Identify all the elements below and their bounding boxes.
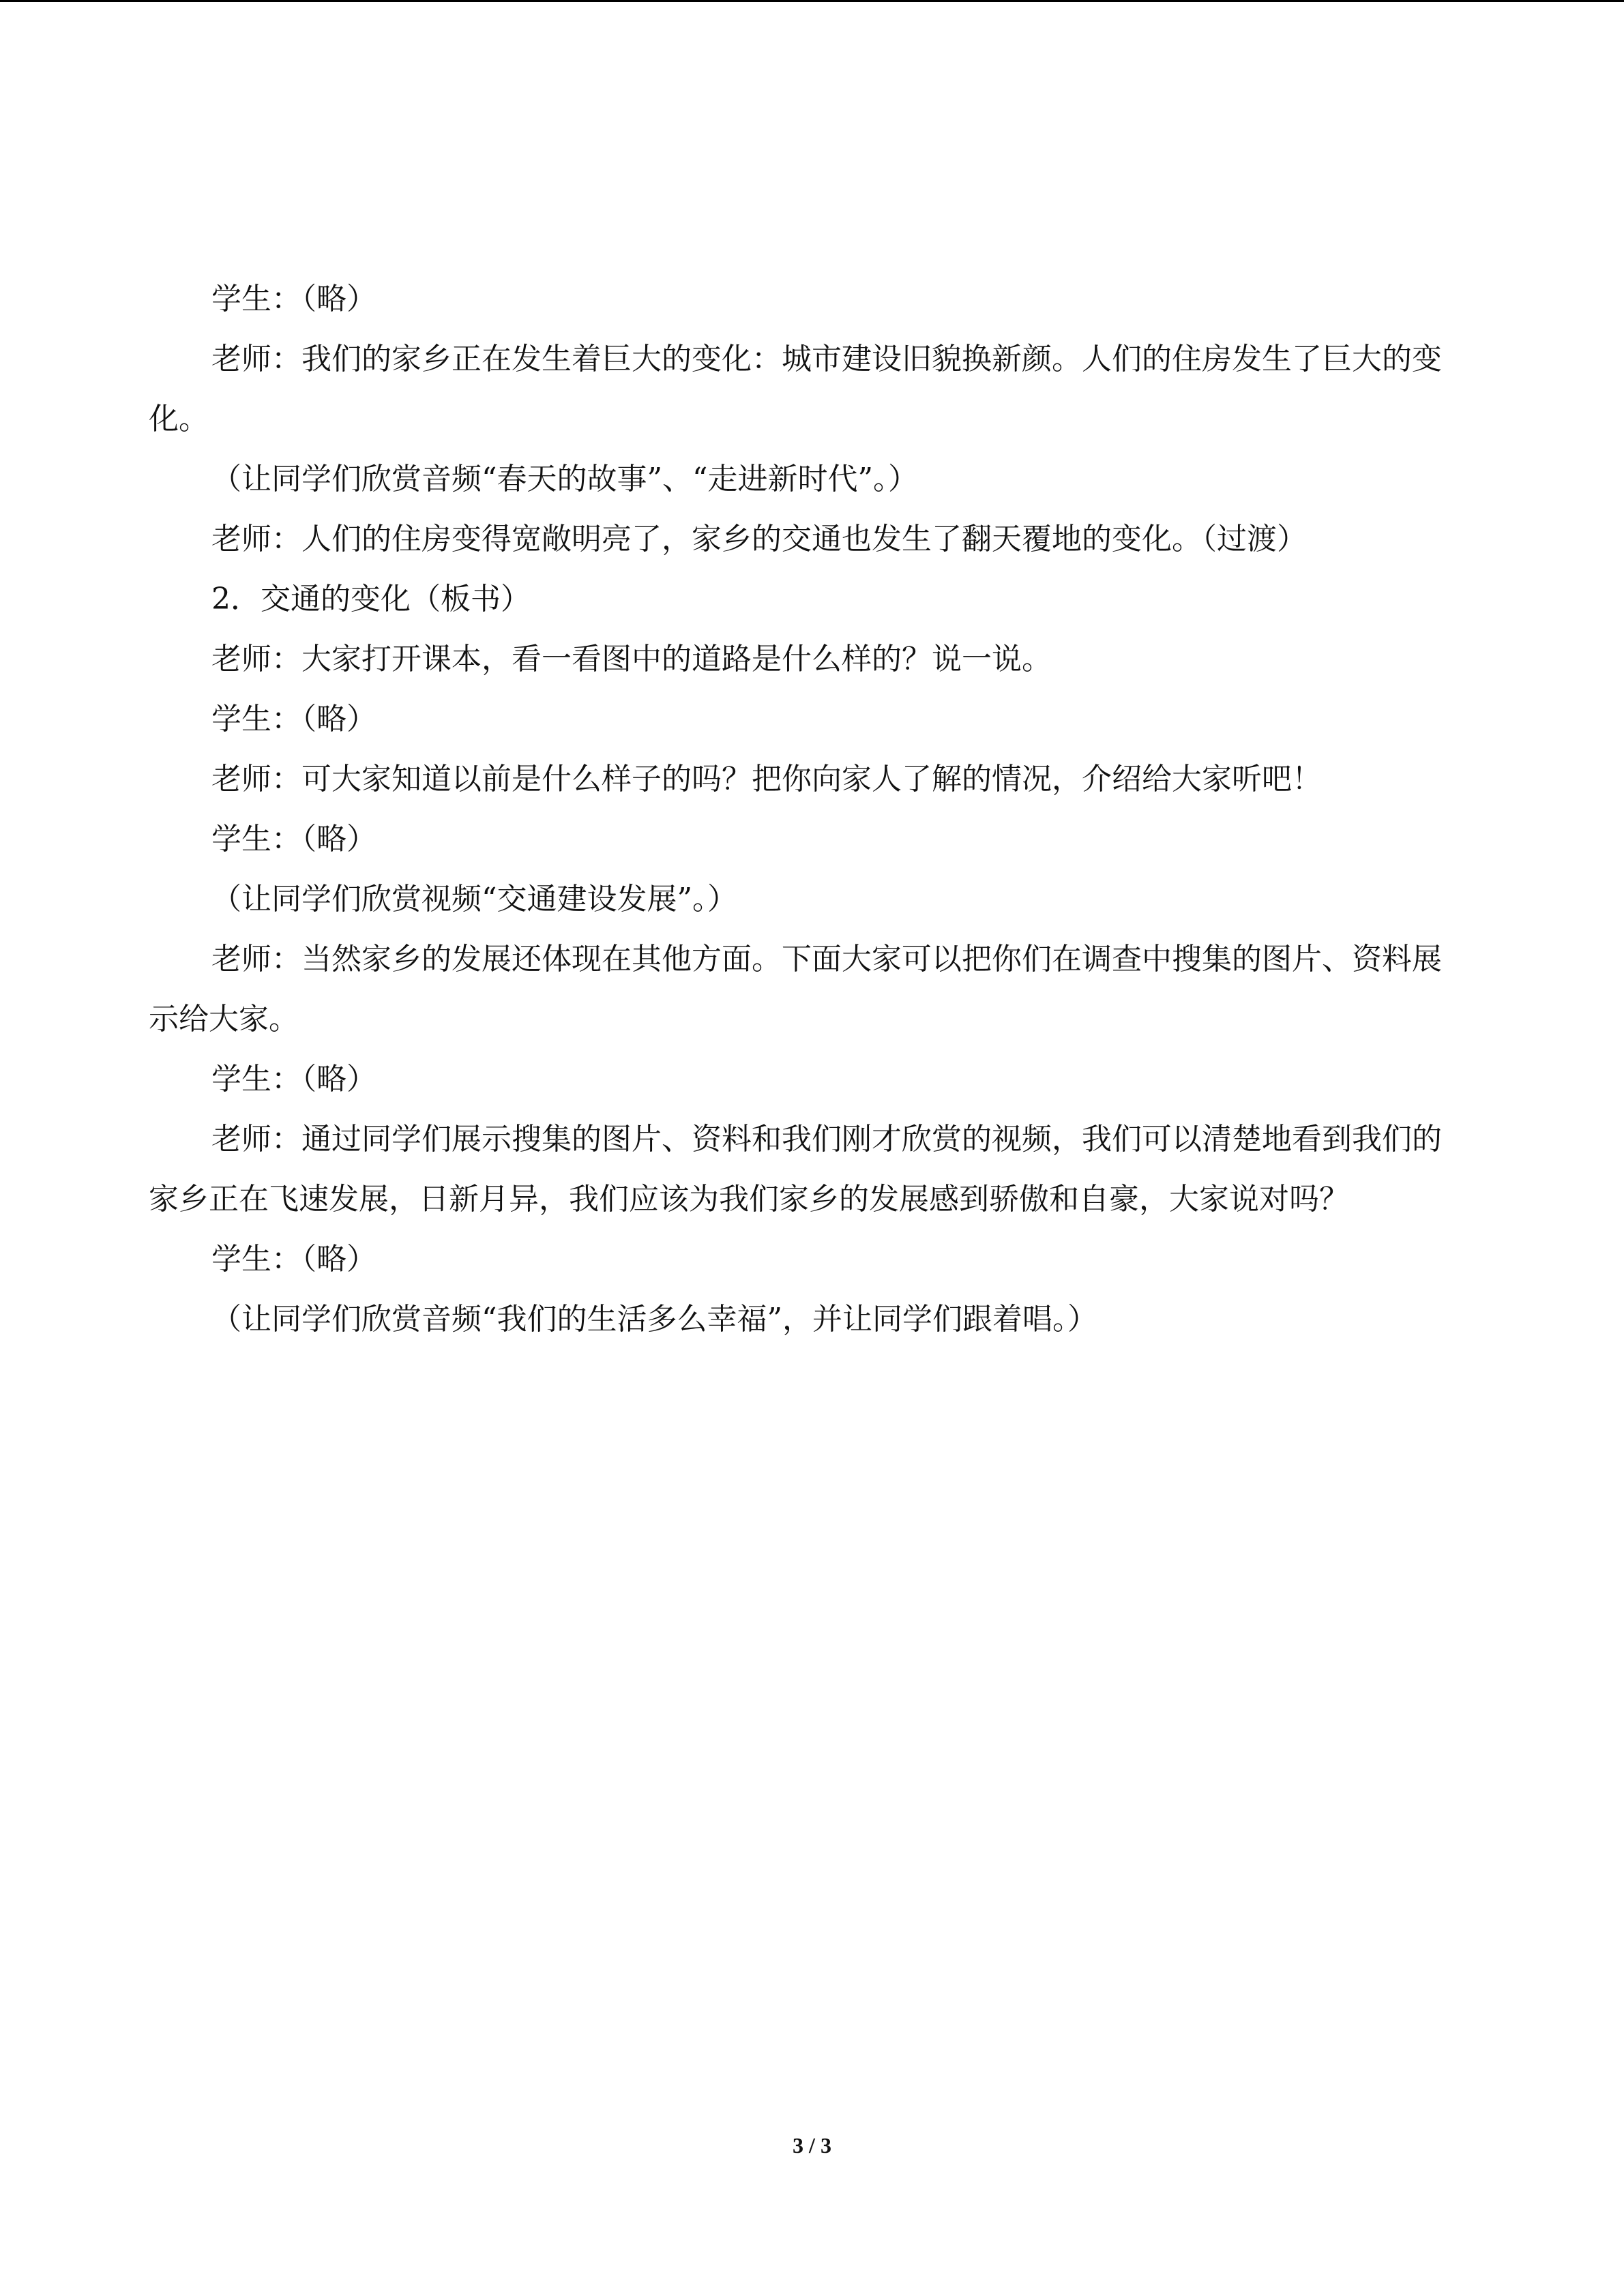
- section-heading: 2．交通的变化（板书）: [211, 582, 531, 616]
- document-body: [149, 269, 1460, 1350]
- top-border-rule: [0, 0, 1624, 2]
- page-number: 3 / 3: [793, 2133, 831, 2158]
- paragraph: 学生：（略）: [211, 822, 377, 856]
- paragraph: （让同学们欣赏音频“春天的故事”、“走进新时代”。）: [211, 462, 918, 496]
- paragraph: 老师：我们的家乡正在发生着巨大的变化：城市建设旧貌换新颜。人们的住房发生了巨大的变化。: [149, 342, 1442, 436]
- paragraph: （让同学们欣赏音频“我们的生活多么幸福”，并让同学们跟着唱。）: [211, 1302, 1097, 1337]
- paragraph: 老师：人们的住房变得宽敞明亮了，家乡的交通也发生了翻天覆地的变化。（过渡）: [211, 522, 1307, 556]
- paragraph: 学生：（略）: [211, 702, 377, 736]
- paragraph: 学生：（略）: [211, 1242, 377, 1277]
- paragraph: 老师：当然家乡的发展还体现在其他方面。下面大家可以把你们在调查中搜集的图片、资料展示给大家。: [149, 942, 1442, 1037]
- paragraph: 老师：大家打开课本，看一看图中的道路是什么样的？说一说。: [211, 642, 1052, 676]
- paragraph: 老师：可大家知道以前是什么样子的吗？把你向家人了解的情况，介绍给大家听吧！: [211, 762, 1322, 796]
- paragraph: 老师：通过同学们展示搜集的图片、资料和我们刚才欣赏的视频，我们可以清楚地看到我们的家乡正在飞速发展，日新月异，我们应该为我们家乡的发展感到骄傲和自豪，大家说对吗？: [149, 1122, 1442, 1217]
- paragraph: 学生：（略）: [211, 1062, 377, 1097]
- paragraph: （让同学们欣赏视频“交通建设发展”。）: [211, 882, 737, 916]
- paragraph: 学生：（略）: [211, 282, 377, 316]
